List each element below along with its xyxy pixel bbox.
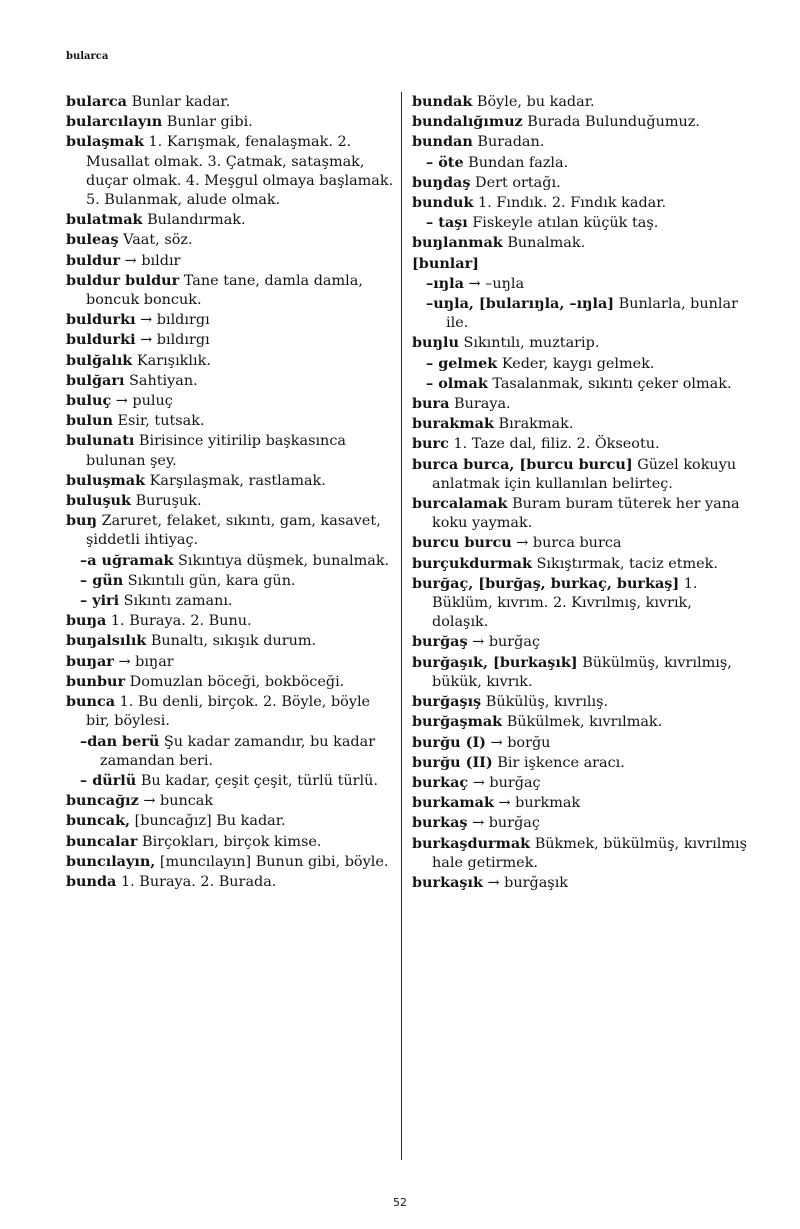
sub-entry — [66, 551, 394, 571]
dictionary-entry — [66, 511, 394, 550]
entry-headword: buncak, — [66, 812, 131, 830]
entry-definition: Bırakmak. — [493, 416, 574, 433]
entry-headword: buleaş — [66, 231, 119, 249]
entry-definition: 1. Fındık. 2. Fındık kadar. — [473, 195, 667, 212]
entry-headword: burğaşmak — [412, 713, 503, 731]
entry-definition: Güzel kokuyu anlatmak için kullanılan belirteç. — [432, 456, 737, 492]
entry-headword: bura — [412, 395, 450, 413]
dictionary-entry — [412, 813, 748, 833]
dictionary-entry — [66, 652, 394, 672]
entry-headword: burkaş — [412, 814, 468, 832]
entry-headword: buldurki — [66, 331, 136, 349]
entry-headword: buncılayın, — [66, 852, 156, 870]
entry-definition: Zaruret, felaket, sıkıntı, gam, kasavet, şiddetli ihtiyaç. — [86, 513, 381, 549]
sub-entry — [412, 213, 748, 233]
dictionary-entry — [66, 330, 394, 350]
dictionary-entry — [412, 653, 748, 692]
entry-definition: Tasalanmak, sıkıntı çeker olmak. — [487, 375, 732, 392]
dictionary-entry — [412, 692, 748, 712]
entry-headword: burakmak — [412, 415, 494, 433]
dictionary-entry — [412, 533, 748, 553]
entry-definition: → puluç — [111, 393, 173, 410]
entry-headword: burğaş — [412, 633, 468, 651]
entry-definition: → bıldır — [120, 252, 181, 269]
entry-definition: Sıkıntı zamanı. — [119, 593, 233, 610]
dictionary-entry — [412, 574, 748, 633]
entry-headword: bunca — [66, 693, 116, 711]
entry-headword: buncağız — [66, 792, 139, 810]
dictionary-entry — [66, 371, 394, 391]
dictionary-entry — [66, 491, 394, 511]
dictionary-entry — [66, 872, 394, 892]
running-head: bularca — [66, 51, 109, 62]
entry-headword: burcalamak — [412, 495, 508, 513]
entry-definition: Sıkıntılı gün, kara gün. — [123, 572, 296, 589]
sub-entry — [66, 591, 394, 611]
entry-headword: buŋdaş — [412, 173, 471, 191]
entry-definition: Sıkıştırmak, taciz etmek. — [531, 555, 718, 572]
entry-headword: burkaç — [412, 773, 469, 791]
entry-definition: → –uŋla — [463, 275, 525, 292]
entry-headword: buluşmak — [66, 471, 146, 489]
entry-definition: → buncak — [138, 793, 214, 810]
entry-definition: [muncılayın] Bunun gibi, böyle. — [155, 853, 389, 870]
entry-headword: – yiri — [80, 592, 120, 610]
dictionary-entry — [66, 692, 394, 731]
entry-headword: buluşuk — [66, 492, 131, 510]
entry-headword: buldur buldur — [66, 271, 180, 289]
entry-definition: Birisince yitirilip başkasınca bulunan şey. — [86, 433, 346, 469]
dictionary-entry — [412, 733, 748, 753]
entry-headword: buŋlu — [412, 334, 459, 352]
entry-headword: bunda — [66, 872, 117, 890]
entry-definition: [buncağız] Bu kadar. — [130, 813, 286, 830]
entry-headword: bularcılayın — [66, 113, 163, 131]
dictionary-entry — [66, 271, 394, 310]
entry-definition: Vaat, söz. — [118, 232, 193, 249]
entry-headword: buŋar — [66, 652, 114, 670]
entry-headword: burkaşdurmak — [412, 834, 531, 852]
entry-headword: buŋlanmak — [412, 234, 503, 252]
entry-definition: Karışıklık. — [132, 352, 211, 369]
entry-definition: Buram buram tüterek her yana koku yaymak. — [432, 496, 740, 532]
entry-definition: Tane tane, damla damla, boncuk boncuk. — [86, 272, 363, 309]
entry-definition: Dert ortağı. — [470, 174, 561, 191]
dictionary-entry — [412, 333, 748, 353]
entry-definition: Bükülüş, kıvrılış. — [481, 694, 609, 711]
dictionary-entry — [412, 632, 748, 652]
dictionary-entry — [66, 351, 394, 371]
entry-definition: → burğaç — [467, 815, 540, 832]
entry-headword: burğu (II) — [412, 753, 493, 771]
sub-entry — [412, 294, 748, 333]
dictionary-entry — [412, 414, 748, 434]
dictionary-entry — [412, 434, 748, 454]
entry-definition: Sıkıntıya düşmek, bunalmak. — [173, 552, 390, 569]
dictionary-entry — [412, 112, 748, 132]
entry-headword: – olmak — [426, 374, 488, 392]
dictionary-entry — [66, 852, 394, 872]
entry-definition: Bunlar kadar. — [127, 94, 231, 110]
entry-headword: burkamak — [412, 794, 494, 812]
entry-headword: –dan berü — [80, 732, 160, 750]
entry-definition: 1. Buraya. 2. Burada. — [116, 873, 277, 890]
dictionary-entry — [412, 873, 748, 893]
sub-entry — [66, 771, 394, 791]
column-divider — [401, 92, 402, 1160]
dictionary-entry — [66, 431, 394, 470]
entry-headword: bulun — [66, 412, 113, 430]
entry-definition: Sıkıntılı, muztarip. — [458, 335, 600, 352]
dictionary-entry — [66, 92, 394, 112]
entry-headword: bundan — [412, 133, 473, 151]
entry-definition: Bir işkence aracı. — [492, 754, 625, 771]
dictionary-entry — [412, 712, 748, 732]
entry-headword: burcu burcu — [412, 534, 512, 552]
entry-definition: Domuzlan böceği, bokböceği. — [125, 673, 345, 690]
entry-definition: → burğaç — [468, 774, 541, 791]
page-number: 52 — [393, 1196, 407, 1209]
dictionary-entry — [66, 611, 394, 631]
dictionary-entry — [412, 773, 748, 793]
sub-entry — [66, 732, 394, 771]
entry-definition: → burğaşık — [482, 874, 569, 891]
entry-headword: burğaç, [burğaş, burkaç, burkaş] — [412, 574, 680, 592]
entry-definition: 1. Bu denli, birçok. 2. Böyle, böyle bir, böylesi. — [86, 694, 371, 730]
sub-entry — [412, 374, 748, 394]
entry-definition: Bükülmek, kıvrılmak. — [502, 714, 663, 731]
entry-headword: – gelmek — [426, 354, 498, 372]
dictionary-entry — [66, 230, 394, 250]
entry-headword: burca burca, [burcu burcu] — [412, 455, 633, 473]
entry-definition: Bunlarla, bunlar ile. — [446, 296, 738, 332]
entry-headword: buŋ — [66, 512, 97, 530]
dictionary-entry — [412, 233, 748, 253]
dictionary-entry — [66, 672, 394, 692]
dictionary-entry — [66, 471, 394, 491]
entry-definition: Buruşuk. — [131, 493, 202, 510]
entry-definition: Burada Bulunduğumuz. — [522, 114, 700, 131]
dictionary-entry — [412, 793, 748, 813]
dictionary-entry — [412, 394, 748, 414]
dictionary-entry — [412, 834, 748, 873]
entry-headword: buncalar — [66, 832, 138, 850]
entry-headword: burğu (I) — [412, 733, 486, 751]
entry-headword: burc — [412, 435, 449, 453]
entry-definition: 1. Büklüm, kıvrım. 2. Kıvrılmış, kıvrık, dolaşık. — [432, 575, 698, 631]
dictionary-entry — [412, 193, 748, 213]
entry-definition: 1. Taze dal, filiz. 2. Ökseotu. — [448, 436, 660, 453]
dictionary-entry — [66, 811, 394, 831]
entry-headword: burğaşık, [burkaşık] — [412, 653, 578, 671]
dictionary-entry — [66, 310, 394, 330]
entry-definition: Şu kadar zamandır, bu kadar zamandan beri. — [100, 733, 376, 769]
entry-definition: Bükmek, bükülmüş, kıvrılmış hale getirmek. — [432, 835, 747, 871]
entry-definition: → burca burca — [511, 535, 622, 552]
entry-definition: → bıldırgı — [135, 332, 210, 349]
entry-headword: bulaşmak — [66, 133, 144, 151]
entry-definition: Bunalmak. — [502, 235, 586, 252]
entry-definition: Bundan fazla. — [463, 154, 569, 171]
entry-definition: Sahtiyan. — [124, 372, 198, 389]
entry-definition: 1. Karışmak, fenalaşmak. 2. Musallat olmak. 3. Çatmak, sataşmak, duçar olmak. 4. Meşgul olmaya başlamak. 5. Bulanmak, alude olmak. — [86, 134, 394, 209]
entry-definition: → burğaç — [467, 634, 541, 651]
entry-definition: Karşılaşmak, rastlamak. — [145, 472, 326, 489]
entry-definition: Bu kadar, çeşit çeşit, türlü türlü. — [136, 772, 378, 789]
entry-headword: –ıŋla — [426, 274, 464, 292]
right-column — [412, 92, 748, 893]
entry-definition: Bükülmüş, kıvrılmış, bükük, kıvrık. — [432, 654, 732, 690]
entry-headword: bulğalık — [66, 351, 133, 369]
entry-headword: buŋa — [66, 612, 107, 630]
sub-entry — [412, 354, 748, 374]
entry-headword: bulğarı — [66, 371, 125, 389]
dictionary-entry — [66, 411, 394, 431]
entry-headword: [bunlar] — [412, 254, 479, 272]
dictionary-entry — [66, 210, 394, 230]
dictionary-entry — [412, 254, 748, 274]
dictionary-entry — [66, 391, 394, 411]
entry-headword: buldur — [66, 251, 121, 269]
entry-headword: burğaşış — [412, 693, 482, 711]
entry-definition: Buraya. — [449, 396, 511, 413]
dictionary-entry — [412, 132, 748, 152]
entry-headword: – taşı — [426, 214, 468, 232]
dictionary-entry — [66, 112, 394, 132]
entry-headword: bularca — [66, 93, 127, 110]
dictionary-entry — [66, 832, 394, 852]
dictionary-entry — [412, 173, 748, 193]
entry-headword: –a uğramak — [80, 551, 174, 569]
entry-definition: → borğu — [486, 734, 551, 751]
entry-definition: Bunlar gibi. — [162, 114, 253, 131]
entry-headword: burkaşık — [412, 873, 483, 891]
entry-headword: bundalığımuz — [412, 113, 523, 131]
entry-headword: bunbur — [66, 672, 126, 690]
entry-headword: bundak — [412, 93, 473, 110]
entry-definition: Birçokları, birçok kimse. — [137, 833, 322, 850]
entry-definition: Böyle, bu kadar. — [472, 94, 595, 110]
entry-definition: 1. Buraya. 2. Bunu. — [106, 613, 252, 630]
entry-headword: – gün — [80, 571, 124, 589]
entry-definition: Buradan. — [472, 134, 545, 151]
entry-headword: –uŋla, [bularıŋla, –ıŋla] — [426, 295, 615, 313]
sub-entry — [412, 274, 748, 294]
dictionary-entry — [412, 92, 748, 112]
dictionary-entry — [66, 791, 394, 811]
dictionary-entry — [412, 494, 748, 533]
entry-definition: Esir, tutsak. — [112, 413, 205, 430]
entry-definition: → burkmak — [493, 795, 581, 812]
entry-definition: Bulandırmak. — [142, 212, 246, 229]
dictionary-entry — [412, 455, 748, 494]
entry-headword: – öte — [426, 153, 464, 171]
entry-definition: Fiskeyle atılan küçük taş. — [467, 215, 659, 232]
entry-definition: → bıldırgı — [135, 312, 210, 329]
dictionary-entry — [412, 753, 748, 773]
dictionary-entry — [412, 554, 748, 574]
sub-entry — [412, 153, 748, 173]
entry-headword: bunduk — [412, 194, 474, 212]
left-column — [66, 92, 394, 892]
entry-definition: Bunaltı, sıkışık durum. — [146, 633, 317, 650]
entry-definition: → bıŋar — [113, 653, 174, 670]
entry-headword: burçukdurmak — [412, 554, 532, 572]
dictionary-entry — [66, 251, 394, 271]
sub-entry — [66, 571, 394, 591]
entry-headword: buluç — [66, 392, 112, 410]
entry-headword: bulunatı — [66, 432, 135, 450]
entry-definition: Keder, kaygı gelmek. — [497, 355, 655, 372]
dictionary-entry — [66, 132, 394, 210]
dictionary-entry — [66, 631, 394, 651]
entry-headword: buldurkı — [66, 311, 136, 329]
entry-headword: – dürlü — [80, 771, 137, 789]
entry-headword: bulatmak — [66, 211, 143, 229]
entry-headword: buŋalsılık — [66, 632, 147, 650]
